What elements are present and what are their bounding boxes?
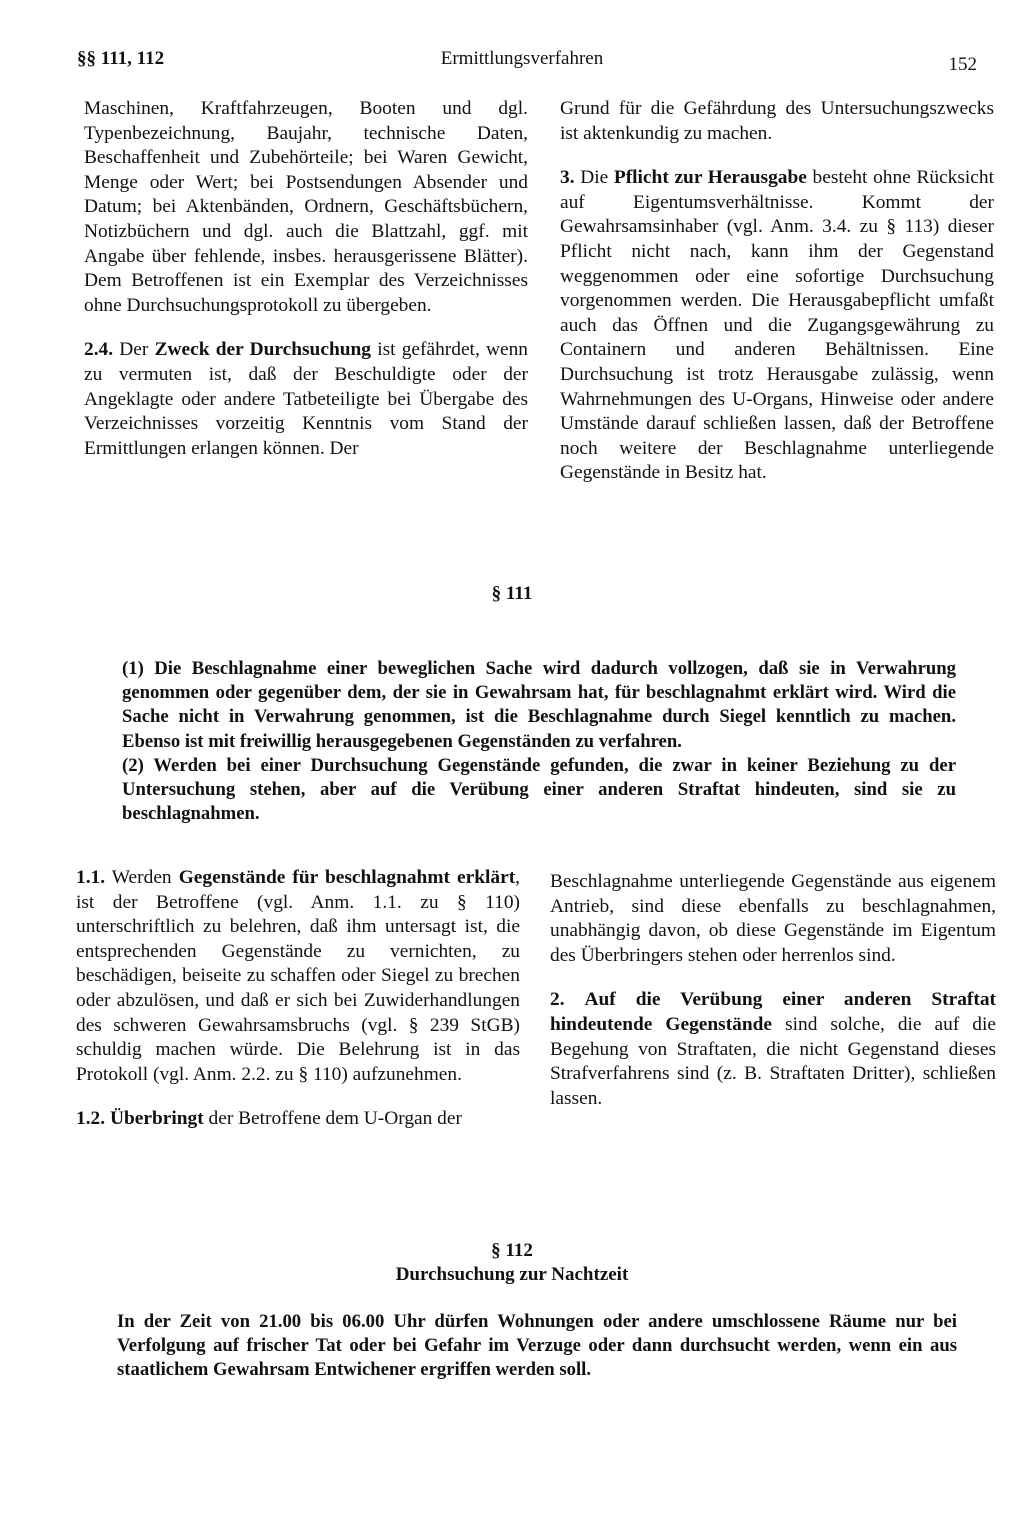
paragraph-number: 2.4. xyxy=(84,339,114,361)
text-run: Werden xyxy=(105,867,179,888)
text-run: , ist der Betroffene (vgl. Anm. 1.1. zu § 110) unterschriftlich zu belehren, daß ihm untersagt ist, die entsprechenden Gegenstände zu vernichten, zu beschädigen, beiseite zu schaffen oder Siegel zu brechen oder abzulösen, und daß er sich bei Zuwiderhandlungen des schweren Gewahrsamsbruchs (vgl. § 239 StGB) schuldig machen würde. Die Belehrung ist in das Protokoll (vgl. Anm. 2.2. zu § 110) aufzunehmen. xyxy=(76,867,521,1085)
commentary-paragraph-2 xyxy=(550,988,996,1111)
paragraph-number: 1.2. xyxy=(76,1108,106,1130)
bold-term: Überbringt xyxy=(109,1108,204,1130)
commentary-paragraph-1-2 xyxy=(76,1107,520,1132)
section-reference: §§ 111, 112 xyxy=(77,48,165,69)
page-number: 152 xyxy=(948,54,977,75)
section-112-law-text xyxy=(117,1310,957,1383)
text-run: Der xyxy=(113,339,155,361)
commentary-paragraph-1-1 xyxy=(76,866,520,1087)
commentary-paragraph: Grund für die Gefährdung des Untersuchungszwecks ist aktenkundig zu machen. xyxy=(560,98,994,144)
paragraph-number: 1.1. xyxy=(76,867,106,888)
paragraph-number: 2. xyxy=(550,989,565,1011)
section-112-subheading: Durchsuchung zur Nachtzeit xyxy=(395,1264,629,1285)
commentary-top-left-column xyxy=(84,97,528,461)
text-run: besteht ohne Rücksicht auf Eigentumsverhältnisse. Kommt der Gewahrsamsinhaber (vgl. Anm. 3.4. zu § 113) dieser Pflicht nicht nach, kann ihm der Gegenstand weggenommen oder eine sofortige Durchsuchung vorgenommen werden. Die Herausgabepflicht umfaßt auch das Öffnen und die Zugangsgewährung zu Containern und anderen Behältnissen. Eine Durchsuchung ist trotz Herausgabe zulässig, wenn Wahrnehmungen des U-Organs, Hinweise oder andere Umstände darauf schließen lassen, daß der Betroffene noch weitere der Beschlagnahme unterliegende Gegenstände in Besitz hat. xyxy=(560,167,994,484)
commentary-paragraph: Beschlagnahme unterliegende Gegenstände aus eigenem Antrieb, sind diese ebenfalls zu beschlagnahmen, unabhängig davon, ob diese Gegenstände im Eigentum des Überbringers stehen oder herrenlos sind. xyxy=(550,871,996,966)
commentary-paragraph-2-4 xyxy=(84,338,528,461)
text-run: Die xyxy=(574,167,614,189)
commentary-paragraph: Maschinen, Kraftfahrzeugen, Booten und dgl. Typenbezeichnung, Baujahr, technische Daten, Beschaffenheit und Zubehörteile; bei Waren Gewicht, Menge oder Wert; bei Postsendungen Absender und Datum; bei Aktenbänden, Ordnern, Geschäftsbüchern, Notizbüchern und dgl. auch die Blattzahl, ggf. mit Angabe über fehlende, insbes. herausgerissene Blätter). Dem Betroffenen ist ein Exemplar des Verzeichnisses ohne Durchsuchungsprotokoll zu übergeben. xyxy=(84,98,528,316)
bold-term: Auf die Verübung einer anderen Straftat hindeutende Gegenstände xyxy=(550,989,996,1035)
law-paragraph-1: (1) Die Beschlagnahme einer beweglichen Sache wird dadurch vollzogen, daß sie in Verwahrung genommen oder gegenüber dem, der sie in Gewahrsam hat, für beschlagnahmt erklärt wird. Wird die Sache nicht in Verwahrung genommen, ist die Beschlagnahme durch Siegel kenntlich zu machen. Ebenso ist mit freiwillig herausgegebenen Gegenständen zu verfahren. xyxy=(122,658,956,752)
section-111-law-text xyxy=(122,657,956,826)
commentary-middle-left-column xyxy=(76,866,520,1132)
page-header xyxy=(77,48,977,78)
section-112-heading: § 112 xyxy=(491,1240,533,1261)
law-paragraph-2: (2) Werden bei einer Durchsuchung Gegenstände gefunden, die zwar in keiner Beziehung zu der Untersuchung stehen, aber auf die Verübung einer anderen Straftat hindeuten, sind sie zu beschlagnahmen. xyxy=(122,754,956,825)
running-title: Ermittlungsverfahren xyxy=(440,48,604,69)
section-111-heading: § 111 xyxy=(491,583,533,604)
bold-term: Pflicht zur Herausgabe xyxy=(613,167,807,189)
bold-term: Gegenstände für beschlagnahmt erklärt xyxy=(178,867,516,888)
law-paragraph: In der Zeit von 21.00 bis 06.00 Uhr dürfen Wohnungen oder andere umschlossene Räume nur bei Verfolgung auf frischer Tat oder bei Gefahr im Verzuge oder dann durchsucht werden, wenn ein aus staatlichem Gewahrsam Entwichener ergriffen werden soll. xyxy=(117,1311,957,1381)
commentary-middle-right-column xyxy=(550,870,996,1111)
text-run: der Betroffene dem U-Organ der xyxy=(203,1108,462,1130)
text-run: sind solche, die auf die Begehung von Straftaten, die nicht Gegenstand dieses Strafverfahrens sind (z. B. Straftaten Dritter), schließen lassen. xyxy=(550,1013,996,1109)
paragraph-number: 3. xyxy=(560,167,575,189)
commentary-top-right-column xyxy=(560,97,994,486)
commentary-paragraph-3 xyxy=(560,166,994,486)
bold-term: Zweck der Durchsuchung xyxy=(154,339,371,361)
text-run: ist gefährdet, wenn zu vermuten ist, daß der Beschuldigte oder der Angeklagte oder andere Tatbeteiligte bei Übergabe des Verzeichnisses vorzeitig Kenntnis vom Stand der Ermittlungen erlangen können. Der xyxy=(84,339,528,459)
